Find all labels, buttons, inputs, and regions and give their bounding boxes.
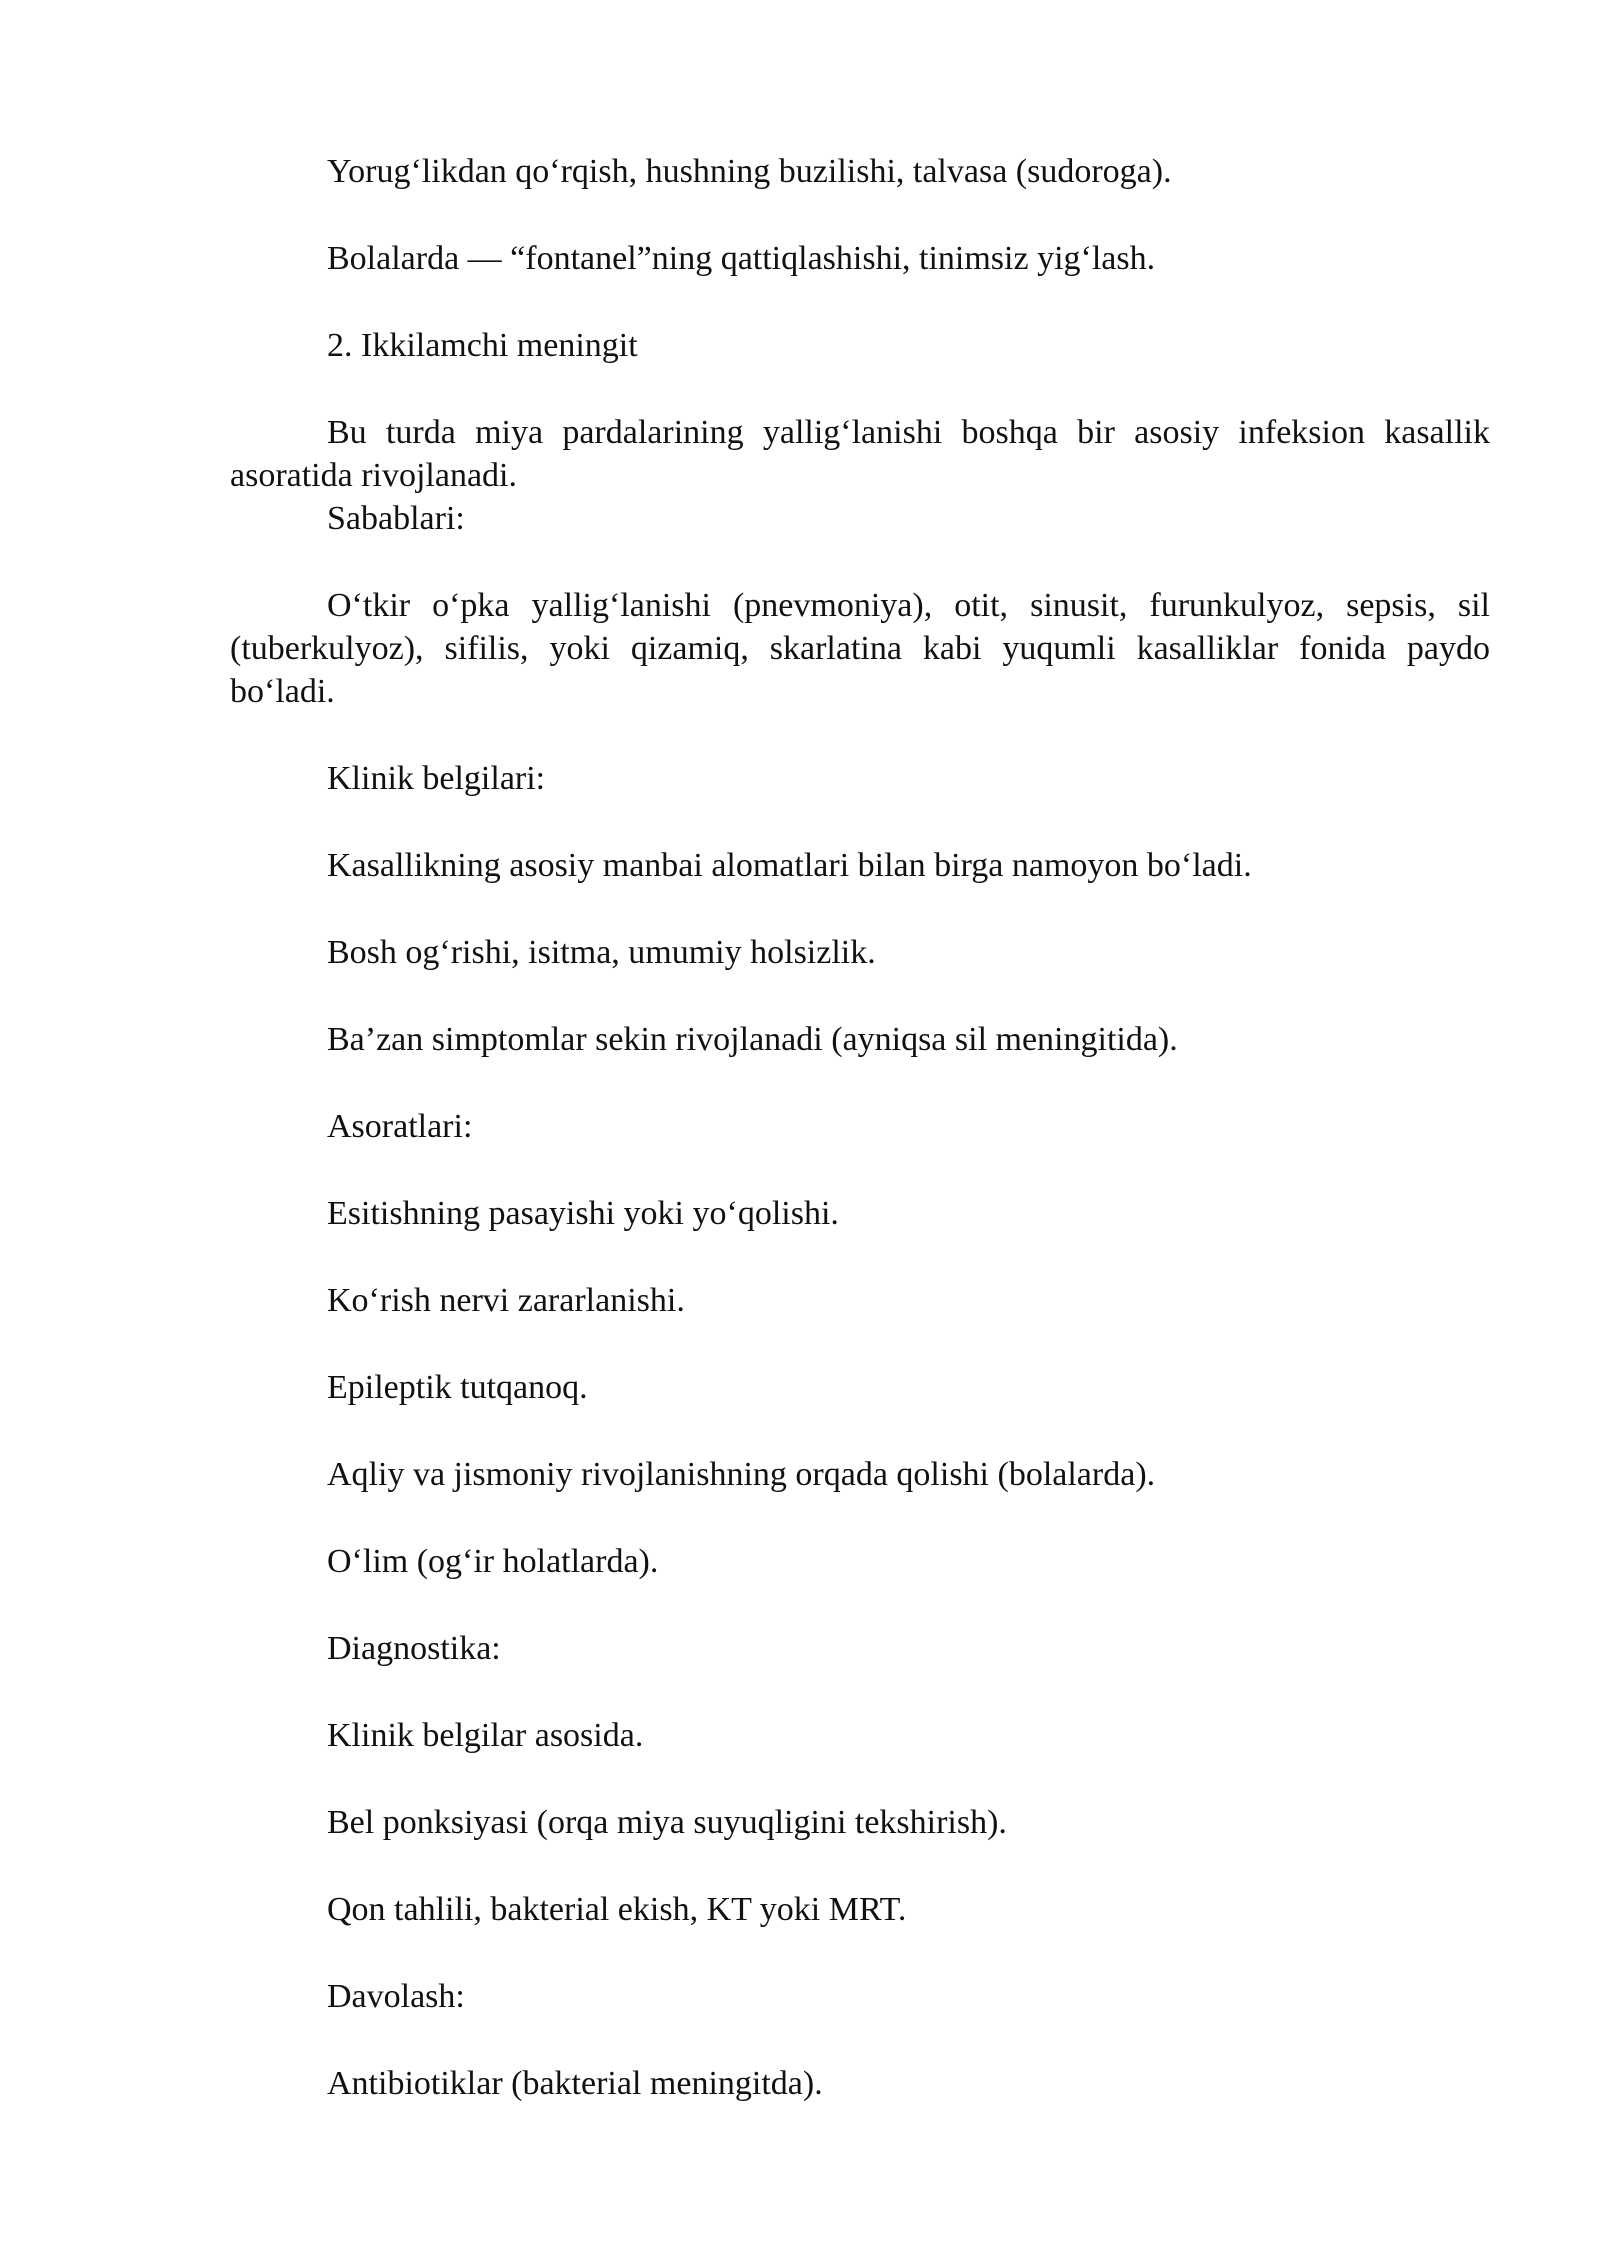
paragraph-complication-5: O‘lim (og‘ir holatlarda). [327, 1543, 659, 1580]
paragraph-diagnostic-1: Klinik belgilar asosida. [327, 1717, 644, 1754]
heading-causes: Sabablari: [327, 500, 465, 537]
paragraph-causes-description: O‘tkir o‘pka yallig‘lanishi (pnevmoniya), otit, sinusit, furunkulyoz, sepsis, sil (tuberkulyoz), sifilis, yoki qizamiq, skarlatina kabi yuqumli kasalliklar fonida paydo bo‘ladi. [230, 587, 1490, 710]
paragraph-clinical-sign-2: Bosh og‘rishi, isitma, umumiy holsizlik. [327, 934, 876, 971]
paragraph-diagnostic-3: Qon tahlili, bakterial ekish, KT yoki MRT. [327, 1891, 907, 1928]
paragraph-symptoms-line: Yorug‘likdan qo‘rqish, hushning buzilishi, talvasa (sudoroga). [327, 153, 1172, 190]
paragraph-children-symptoms: Bolalarda — “fontanel”ning qattiqlashishi, tinimsiz yig‘lash. [327, 240, 1156, 277]
paragraph-secondary-meningitis-description: Bu turda miya pardalarining yallig‘lanishi boshqa bir asosiy infeksion kasallik asoratida rivojlanadi. [230, 414, 1490, 494]
heading-treatment: Davolash: [327, 1978, 465, 2015]
heading-diagnostics: Diagnostika: [327, 1630, 501, 1667]
paragraph-complication-2: Ko‘rish nervi zararlanishi. [327, 1282, 685, 1319]
paragraph-diagnostic-2: Bel ponksiyasi (orqa miya suyuqligini tekshirish). [327, 1804, 1007, 1841]
paragraph-treatment-1: Antibiotiklar (bakterial meningitda). [327, 2065, 823, 2102]
document-body [230, 150, 1490, 2105]
paragraph-complication-1: Esitishning pasayishi yoki yo‘qolishi. [327, 1195, 839, 1232]
section-heading-secondary-meningitis: 2. Ikkilamchi meningit [327, 327, 638, 364]
paragraph-complication-3: Epileptik tutqanoq. [327, 1369, 588, 1406]
heading-complications: Asoratlari: [327, 1108, 473, 1145]
heading-clinical-signs: Klinik belgilari: [327, 760, 546, 797]
paragraph-complication-4: Aqliy va jismoniy rivojlanishning orqada qolishi (bolalarda). [327, 1456, 1156, 1493]
paragraph-clinical-sign-3: Ba’zan simptomlar sekin rivojlanadi (ayniqsa sil meningitida). [327, 1021, 1178, 1058]
paragraph-clinical-sign-1: Kasallikning asosiy manbai alomatlari bilan birga namoyon bo‘ladi. [327, 847, 1252, 884]
